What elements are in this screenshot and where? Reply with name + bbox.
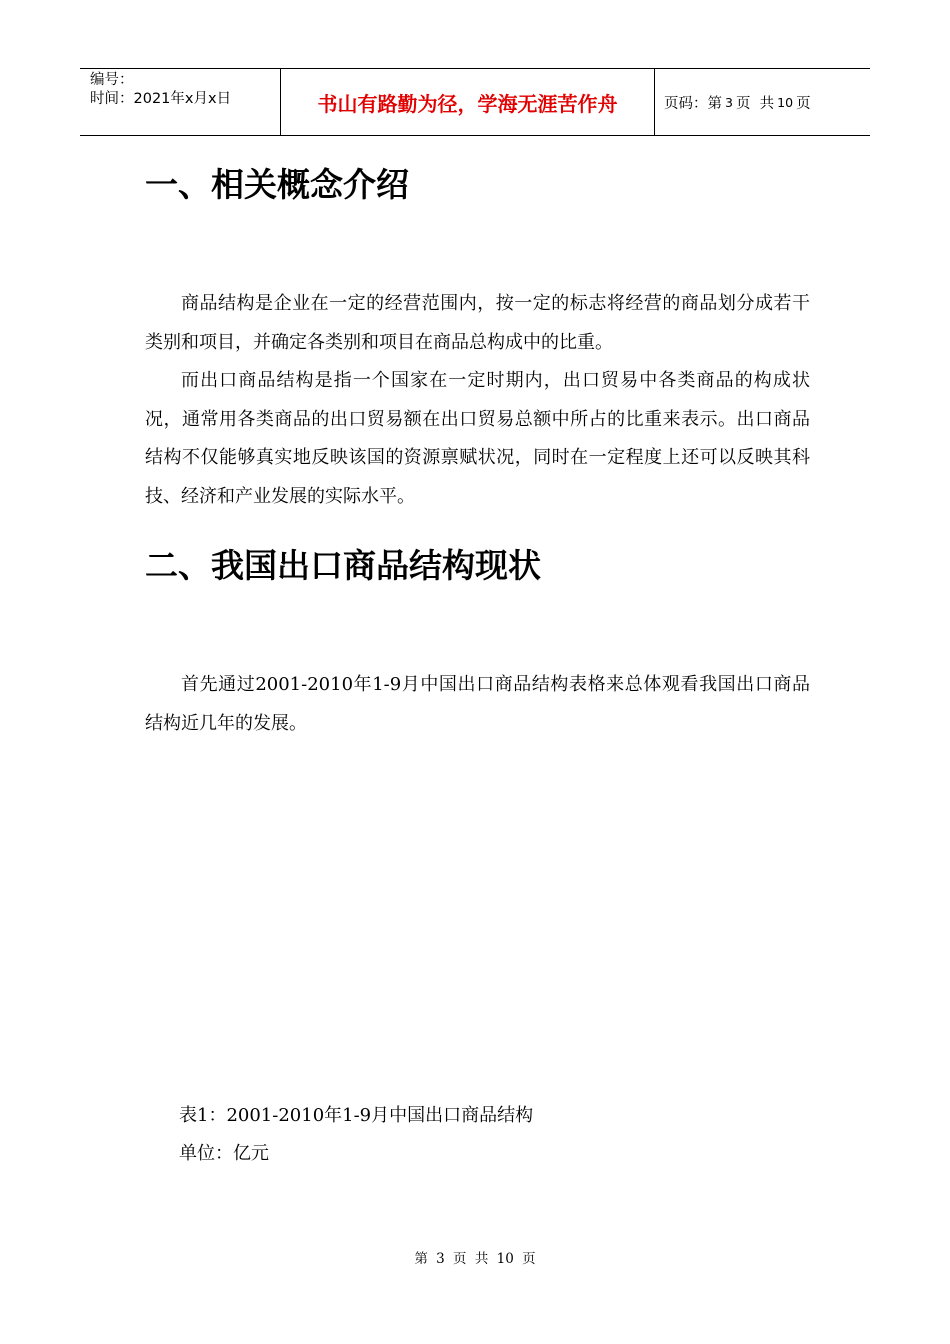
time-label: 时间：2021年x月x日 [90, 91, 232, 107]
document-header [80, 68, 870, 136]
paragraph-product-structure: 商品结构是企业在一定的经营范围内，按一定的标志将经营的商品划分成若干类别和项目，并确定各类别和项目在商品总构成中的比重。 [145, 293, 810, 353]
number-label: 编号： [90, 72, 134, 88]
paragraph-export-structure: 而出口商品结构是指一个国家在一定时期内，出口贸易中各类商品的构成状况，通常用各类商品的出口贸易额在出口贸易总额中所占的比重来表示。出口商品结构不仅能够真实地反映该国的资源禀赋状况，同时在一定程度上还可以反映其科技、经济和产业发展的实际水平。 [145, 370, 810, 507]
paragraph-intro-table: 首先通过2001-2010年1-9月中国出口商品结构表格来总体观看我国出口商品结构近几年的发展。 [145, 674, 810, 734]
section-heading-2: 二、我国出口商品结构现状 [145, 546, 541, 585]
table-caption: 表1：2001-2010年1-9月中国出口商品结构 [179, 1105, 534, 1126]
unit-label: 单位：亿元 [179, 1143, 269, 1164]
section-heading-1: 一、相关概念介绍 [145, 165, 409, 204]
page-mid: 页 共 [735, 95, 775, 112]
page-footer: 第 3 页 共 10 页 [414, 1251, 536, 1267]
page-total: 10 [777, 94, 794, 110]
header-meta [80, 69, 281, 135]
page-prefix: 页码：第 [664, 95, 722, 112]
header-page-info [655, 69, 870, 135]
page-suffix: 页 [796, 95, 811, 112]
page-current: 3 [725, 94, 733, 110]
header-motto: 书山有路勤为径，学海无涯苦作舟 [281, 69, 655, 135]
